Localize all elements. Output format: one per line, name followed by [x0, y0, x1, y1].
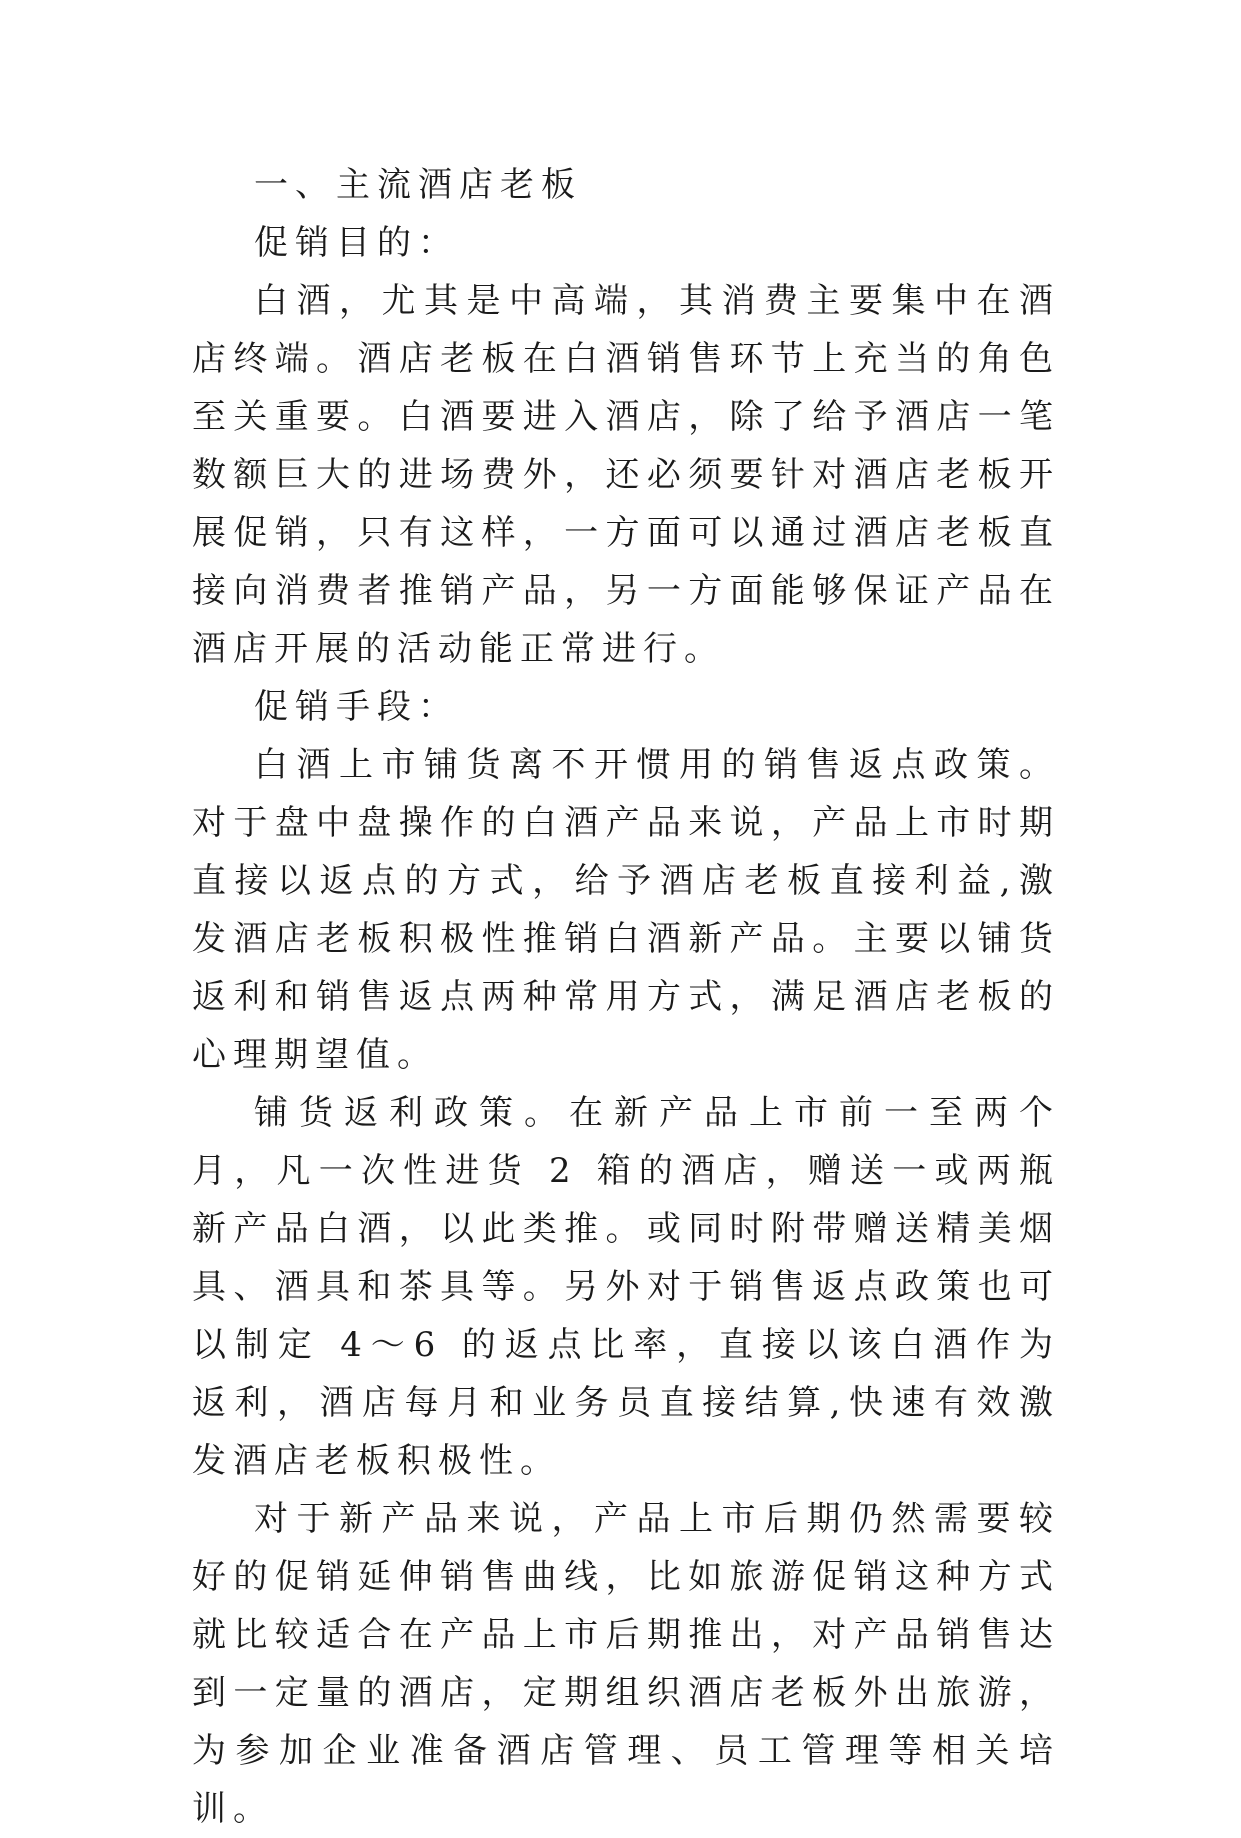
subheading-means: 促销手段：	[254, 687, 459, 727]
document-body	[192, 156, 1060, 1838]
paragraph-purpose: 白酒，尤其是中高端，其消费主要集中在酒店终端。酒店老板在白酒销售环节上充当的角色至关重要。白酒要进入酒店，除了给予酒店一笔数额巨大的进场费外，还必须要针对酒店老板开展促销，只有这样，一方面可以通过酒店老板直接向消费者推销产品，另一方面能够保证产品在酒店开展的活动能正常进行。	[192, 281, 1060, 669]
paragraph-travel-promotion: 对于新产品来说，产品上市后期仍然需要较好的促销延伸销售曲线，比如旅游促销这种方式就比较适合在产品上市后期推出，对产品销售达到一定量的酒店，定期组织酒店老板外出旅游，为参加企业准备酒店管理、员工管理等相关培训。	[192, 1499, 1060, 1829]
paragraph-means: 白酒上市铺货离不开惯用的销售返点政策。对于盘中盘操作的白酒产品来说，产品上市时期直接以返点的方式，给予酒店老板直接利益,激发酒店老板积极性推销白酒新产品。主要以铺货返利和销售返点两种常用方式，满足酒店老板的心理期望值。	[192, 745, 1060, 1075]
subheading-purpose: 促销目的：	[254, 223, 459, 263]
paragraph-rebate-policy: 铺货返利政策。在新产品上市前一至两个月，凡一次性进货 2 箱的酒店，赠送一或两瓶新产品白酒，以此类推。或同时附带赠送精美烟具、酒具和茶具等。另外对于销售返点政策也可以制定 4～6 的返点比率，直接以该白酒作为返利，酒店每月和业务员直接结算,快速有效激发酒店老板积极性。	[192, 1093, 1060, 1481]
section-heading: 一、主流酒店老板	[254, 165, 582, 205]
